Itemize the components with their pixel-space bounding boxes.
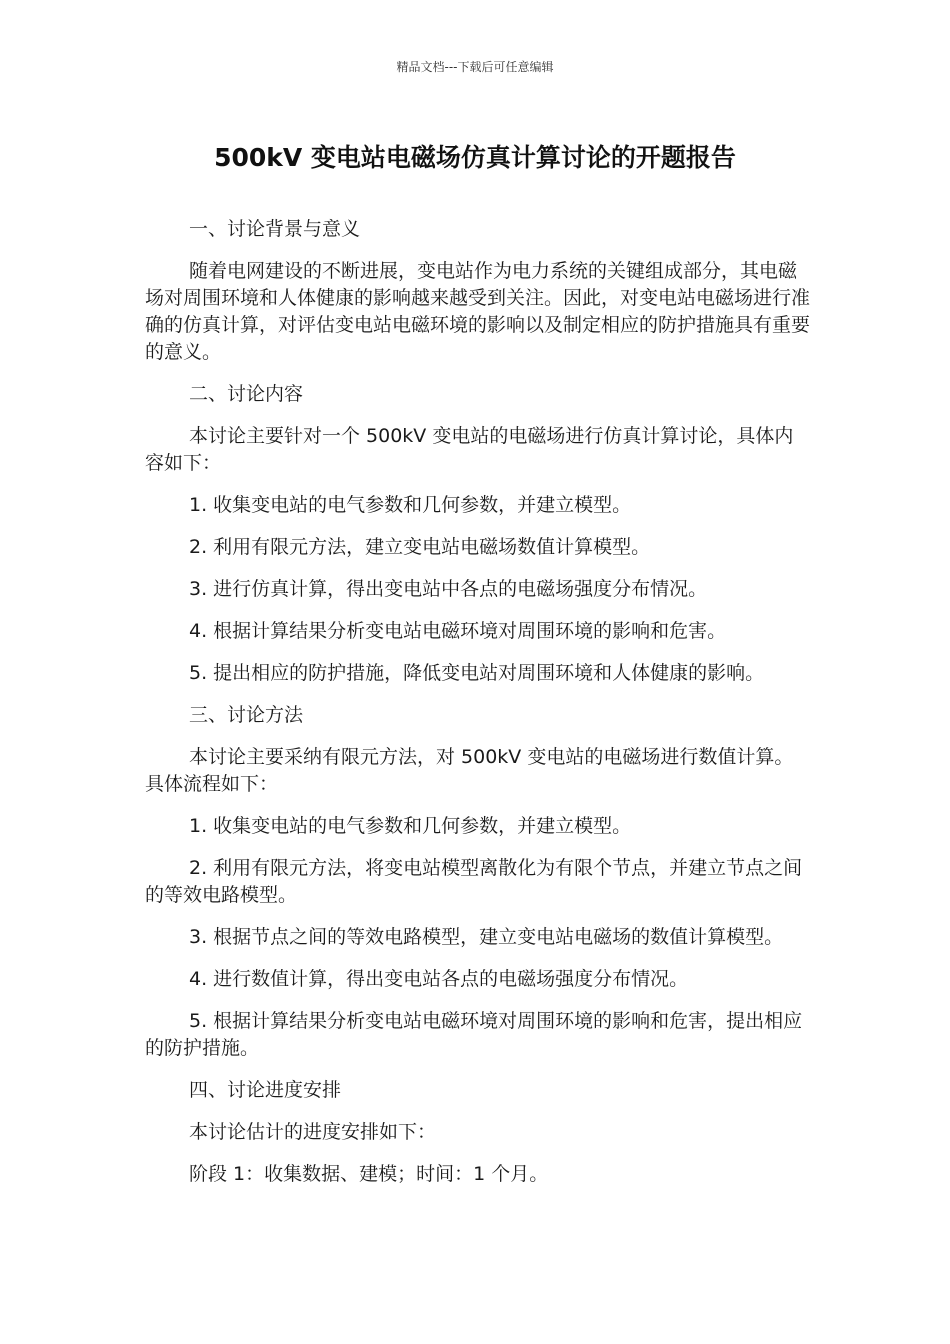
content-item-3: 3. 进行仿真计算，得出变电站中各点的电磁场强度分布情况。 (189, 578, 708, 600)
document-title: 500kV 变电站电磁场仿真计算讨论的开题报告 (214, 143, 736, 172)
section-heading-schedule: 四、讨论进度安排 (189, 1079, 342, 1101)
section-heading-background: 一、讨论背景与意义 (189, 218, 361, 240)
section-heading-content: 二、讨论内容 (189, 383, 304, 405)
paragraph-background: 随着电网建设的不断进展，变电站作为电力系统的关键组成部分，其电磁场对周围环境和人体健康的影响越来越受到关注。因此，对变电站电磁场进行准确的仿真计算，对评估变电站电磁环境的影响以及制定相应的防护措施具有重要的意义。 (145, 260, 811, 363)
method-item-1: 1. 收集变电站的电气参数和几何参数，并建立模型。 (189, 815, 632, 837)
content-item-4: 4. 根据计算结果分析变电站电磁环境对周围环境的影响和危害。 (189, 620, 727, 642)
document-body (145, 216, 810, 1203)
content-item-2: 2. 利用有限元方法，建立变电站电磁场数值计算模型。 (189, 536, 651, 558)
schedule-stage-1: 阶段 1：收集数据、建模；时间：1 个月。 (189, 1163, 549, 1185)
method-item-5: 5. 根据计算结果分析变电站电磁环境对周围环境的影响和危害，提出相应的防护措施。 (145, 1010, 803, 1059)
content-item-1: 1. 收集变电站的电气参数和几何参数，并建立模型。 (189, 494, 632, 516)
header-note: 精品文档---下载后可任意编辑 (396, 60, 554, 74)
method-item-4: 4. 进行数值计算，得出变电站各点的电磁场强度分布情况。 (189, 968, 689, 990)
method-item-3: 3. 根据节点之间的等效电路模型，建立变电站电磁场的数值计算模型。 (189, 926, 784, 948)
paragraph-content-intro: 本讨论主要针对一个 500kV 变电站的电磁场进行仿真计算讨论，具体内容如下： (145, 425, 794, 474)
method-item-2: 2. 利用有限元方法，将变电站模型离散化为有限个节点，并建立节点之间的等效电路模型。 (145, 857, 803, 906)
content-item-5: 5. 提出相应的防护措施，降低变电站对周围环境和人体健康的影响。 (189, 662, 765, 684)
paragraph-method-intro: 本讨论主要采纳有限元方法，对 500kV 变电站的电磁场进行数值计算。具体流程如下： (145, 746, 794, 795)
section-heading-method: 三、讨论方法 (189, 704, 304, 726)
paragraph-schedule-intro: 本讨论估计的进度安排如下： (189, 1121, 437, 1143)
